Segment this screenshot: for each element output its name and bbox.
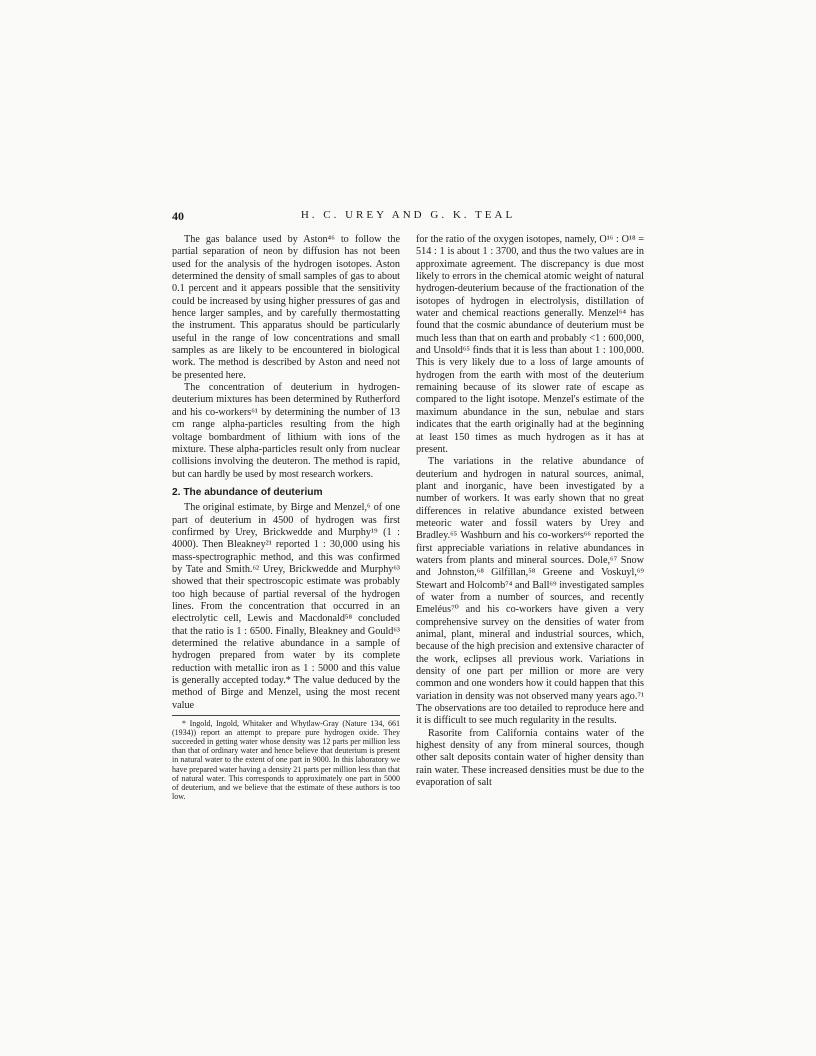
paragraph: The gas balance used by Aston⁴⁶ to follow the partial separation of neon by diffusion has not been used for the analysis of the hydrogen isotopes. Aston determined the density of small samples of gas to about 0.1 percent and it appears possible that the sensitivity could be increased by using higher pressures of gas and hence larger samples, and by carefully thermostatting the instrument. This apparatus should be particularly useful in the range of low concentrations and small samples as are likely to be encountered in biological work. The method is described by Aston and need not be presented here. [172, 234, 400, 381]
paragraph: Rasorite from California contains water of the highest density of any from mineral sources, though other salt deposits contain water of higher density than rain water. These increased densities must be due to the evaporation of salt [416, 727, 644, 789]
page-header [172, 206, 644, 226]
left-column [172, 234, 400, 801]
footnote [172, 719, 400, 801]
journal-page [172, 206, 644, 801]
page-number: 40 [172, 209, 184, 223]
paragraph: for the ratio of the oxygen isotopes, namely, O¹⁶ : O¹⁸ = 514 : 1 is about 1 : 3700, and thus the two values are in approximate agreement. The discrepancy is due most likely to errors in the chemical atomic weight of natural hydrogen-deuterium because of the fractionation of the isotopes of hydrogen in electrolysis, distillation of water and chemical reactions generally. Menzel⁶⁴ has found that the cosmic abundance of deuterium must be much less than that on earth and probably <1 : 600,000, and Unsold⁶⁵ finds that it is less than about 1 : 100,000. This is very likely due to a loss of large amounts of hydrogen from the earth with most of the deuterium remaining because of its slower rate of escape as compared to the light isotope. Menzel's estimate of the maximum abundance in the sun, nebulae and stars indicates that the earth originally had at the beginning at least 150 times as much hydrogen as it has at present. [416, 234, 644, 455]
running-head: H. C. UREY AND G. K. TEAL [300, 209, 516, 221]
right-column [416, 234, 644, 789]
footnote-rule [172, 715, 400, 716]
paragraph: The original estimate, by Birge and Menzel,⁶ of one part of deuterium in 4500 of hydrogen was first confirmed by Urey, Brickwedde and Murphy¹⁹ (1 : 4000). Then Bleakney²¹ reported 1 : 30,000 using his mass-spectrographic method, and this was confirmed by Tate and Smith.⁶² Urey, Brickwedde and Murphy⁶³ showed that their spectroscopic estimate was probably too high because of partial reversal of the hydrogen lines. From the concentration that occurred in an electrolytic cell, Lewis and Macdonald⁵⁸ concluded that the ratio is 1 : 6500. Finally, Bleakney and Gould⁶³ determined the relative abundance in a sample of hydrogen prepared from water by its complete reduction with metallic iron as 1 : 5000 and this value is generally accepted today.* The value deduced by the method of Birge and Menzel, using the most recent value [172, 502, 400, 711]
paragraph: The variations in the relative abundance of deuterium and hydrogen in natural sources, animal, plant and inorganic, have been investigated by a number of workers. It was early shown that no great differences in relative abundance existed between meteoric water and fossil waters by Urey and Bradley.⁶⁵ Washburn and his co-workers⁶⁶ reported the first appreciable variations in relative abundances in waters from plants and mineral sources. Dole,⁶⁷ Snow and Johnston,⁶⁸ Gilfillan,⁵⁸ Greene and Voskuyl,⁶⁹ Stewart and Holcomb⁷⁴ and Ball⁶⁹ investigated samples of water from a number of sources, and recently Emeléus⁷⁰ and his co-workers have given a very comprehensive survey on the densities of water from animal, plant, mineral and industrial sources, which, because of the high precision and extensive character of the work, eclipses all previous work. Variations in density of one part per million or more are very common and one wonders how it could happen that this variation in density was not observed many years ago.⁷¹ The observations are too detailed to reproduce here and it is difficult to see much regularity in the results. [416, 456, 644, 727]
footnote-text: * Ingold, Ingold, Whitaker and Whytlaw-Gray (Nature 134, 661 (1934)) report an attempt to prepare pure hydrogen oxide. They succeeded in getting water whose density was 12 parts per million less than that of ordinary water and hence believe that deuterium is present in natural water to the extent of one part in 9000. In this laboratory we have prepared water having a density 21 parts per million less than that of natural water. This corresponds to approximately one part in 5000 of deuterium, and we believe that the estimate of these authors is too low. [172, 719, 400, 801]
section-heading: 2. The abundance of deuterium [172, 486, 323, 498]
paragraph: The concentration of deuterium in hydrogen-deuterium mixtures has been determined by Rutherford and his co-workers⁶¹ by determining the number of 13 cm range alpha-particles resulting from the high voltage bombardment of lithium with ions of the mixture. These alpha-particles result only from nuclear collisions involving the deuteron. The method is rapid, but can hardly be used by most research workers. [172, 382, 400, 480]
